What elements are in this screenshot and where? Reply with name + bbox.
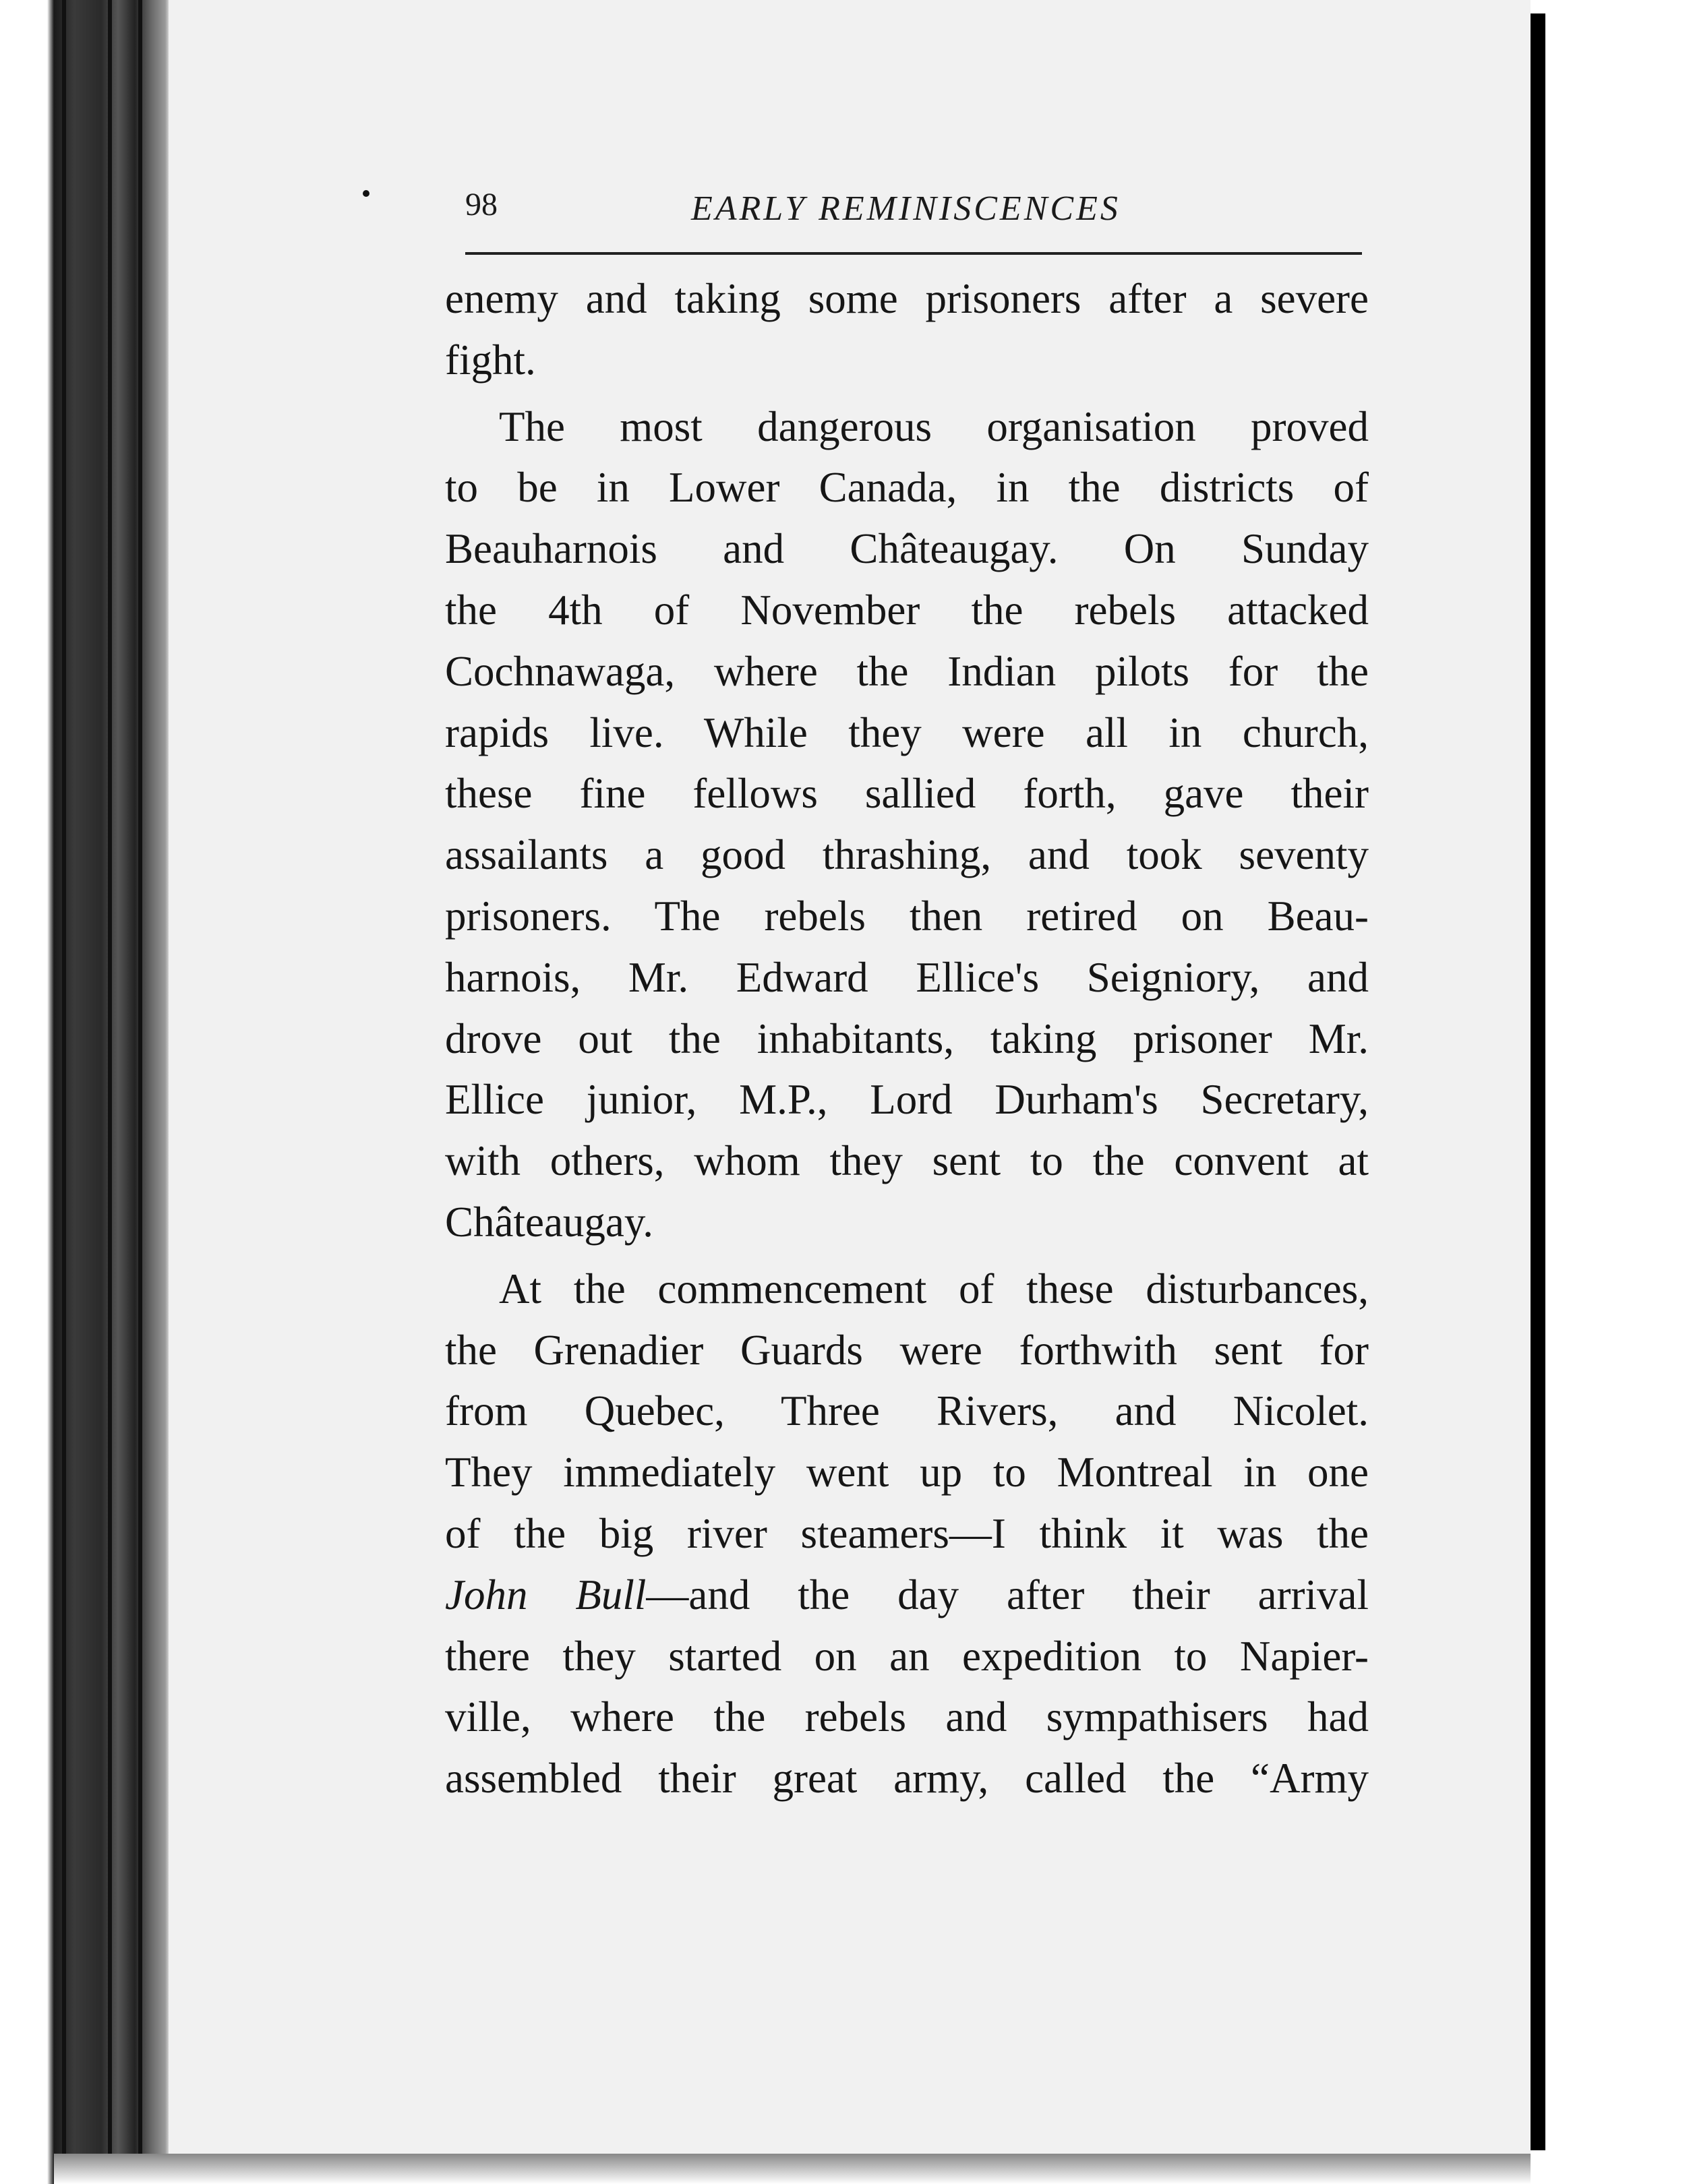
book-binding [0, 0, 169, 2184]
text-line: of the big river steamers—I think it was the [445, 1509, 1369, 1557]
page-header [465, 183, 1362, 237]
binding-edge-line [108, 0, 112, 2184]
text-line: with others, whom they sent to the convent at [445, 1137, 1369, 1185]
margin-speck [363, 190, 369, 197]
text-line: enemy and taking some prisoners after a severe [445, 275, 1369, 322]
text-line: assembled their great army, called the “Army [445, 1755, 1369, 1802]
text-line [445, 1565, 1369, 1626]
text-line: these fine fellows sallied forth, gave their [445, 770, 1369, 818]
paragraph-gap [445, 391, 1369, 396]
page-number: 98 [465, 187, 498, 222]
text-line: to be in Lower Canada, in the districts of [445, 464, 1369, 512]
right-margin [1545, 0, 1691, 2184]
text-line: Châteaugay. [445, 1198, 654, 1246]
text-line: The most dangerous organisation proved [499, 402, 1369, 450]
text-line: drove out the inhabitants, taking prisoner Mr. [445, 1014, 1369, 1062]
page-bottom-shadow [54, 2154, 1531, 2184]
text-line: assailants a good thrashing, and took seventy [445, 831, 1369, 879]
running-head: EARLY REMINISCENCES [691, 189, 1121, 228]
text-line: At the commencement of these disturbances, [499, 1265, 1369, 1312]
text-line: fight. [445, 336, 536, 384]
text-line: harnois, Mr. Edward Ellice's Seigniory, and [445, 953, 1369, 1001]
body-text [445, 268, 1369, 1809]
text-line: the Grenadier Guards were forthwith sent for [445, 1326, 1369, 1374]
text-line-rest: —and the day after their arrival [646, 1571, 1369, 1618]
text-line: prisoners. The rebels then retired on Beau- [445, 892, 1369, 940]
text-line: Cochnawaga, where the Indian pilots for the [445, 647, 1369, 695]
text-line: Ellice junior, M.P., Lord Durham's Secretary, [445, 1076, 1369, 1124]
binding-edge-line [62, 0, 66, 2184]
text-line: the 4th of November the rebels attacked [445, 586, 1369, 634]
italic-ship-name: John Bull [445, 1571, 647, 1618]
header-rule [465, 252, 1362, 255]
text-line: ville, where the rebels and sympathisers had [445, 1693, 1369, 1741]
text-line: there they started on an expedition to Napier- [445, 1632, 1369, 1680]
text-line: They immediately went up to Montreal in one [445, 1449, 1369, 1496]
binding-edge-line [138, 0, 142, 2184]
text-line: from Quebec, Three Rivers, and Nicolet. [445, 1387, 1369, 1435]
text-line: rapids live. While they were all in church, [445, 708, 1369, 756]
text-line: Beauharnois and Châteaugay. On Sunday [445, 525, 1369, 573]
paragraph-gap [445, 1253, 1369, 1258]
facing-page-edge [1531, 13, 1545, 2150]
